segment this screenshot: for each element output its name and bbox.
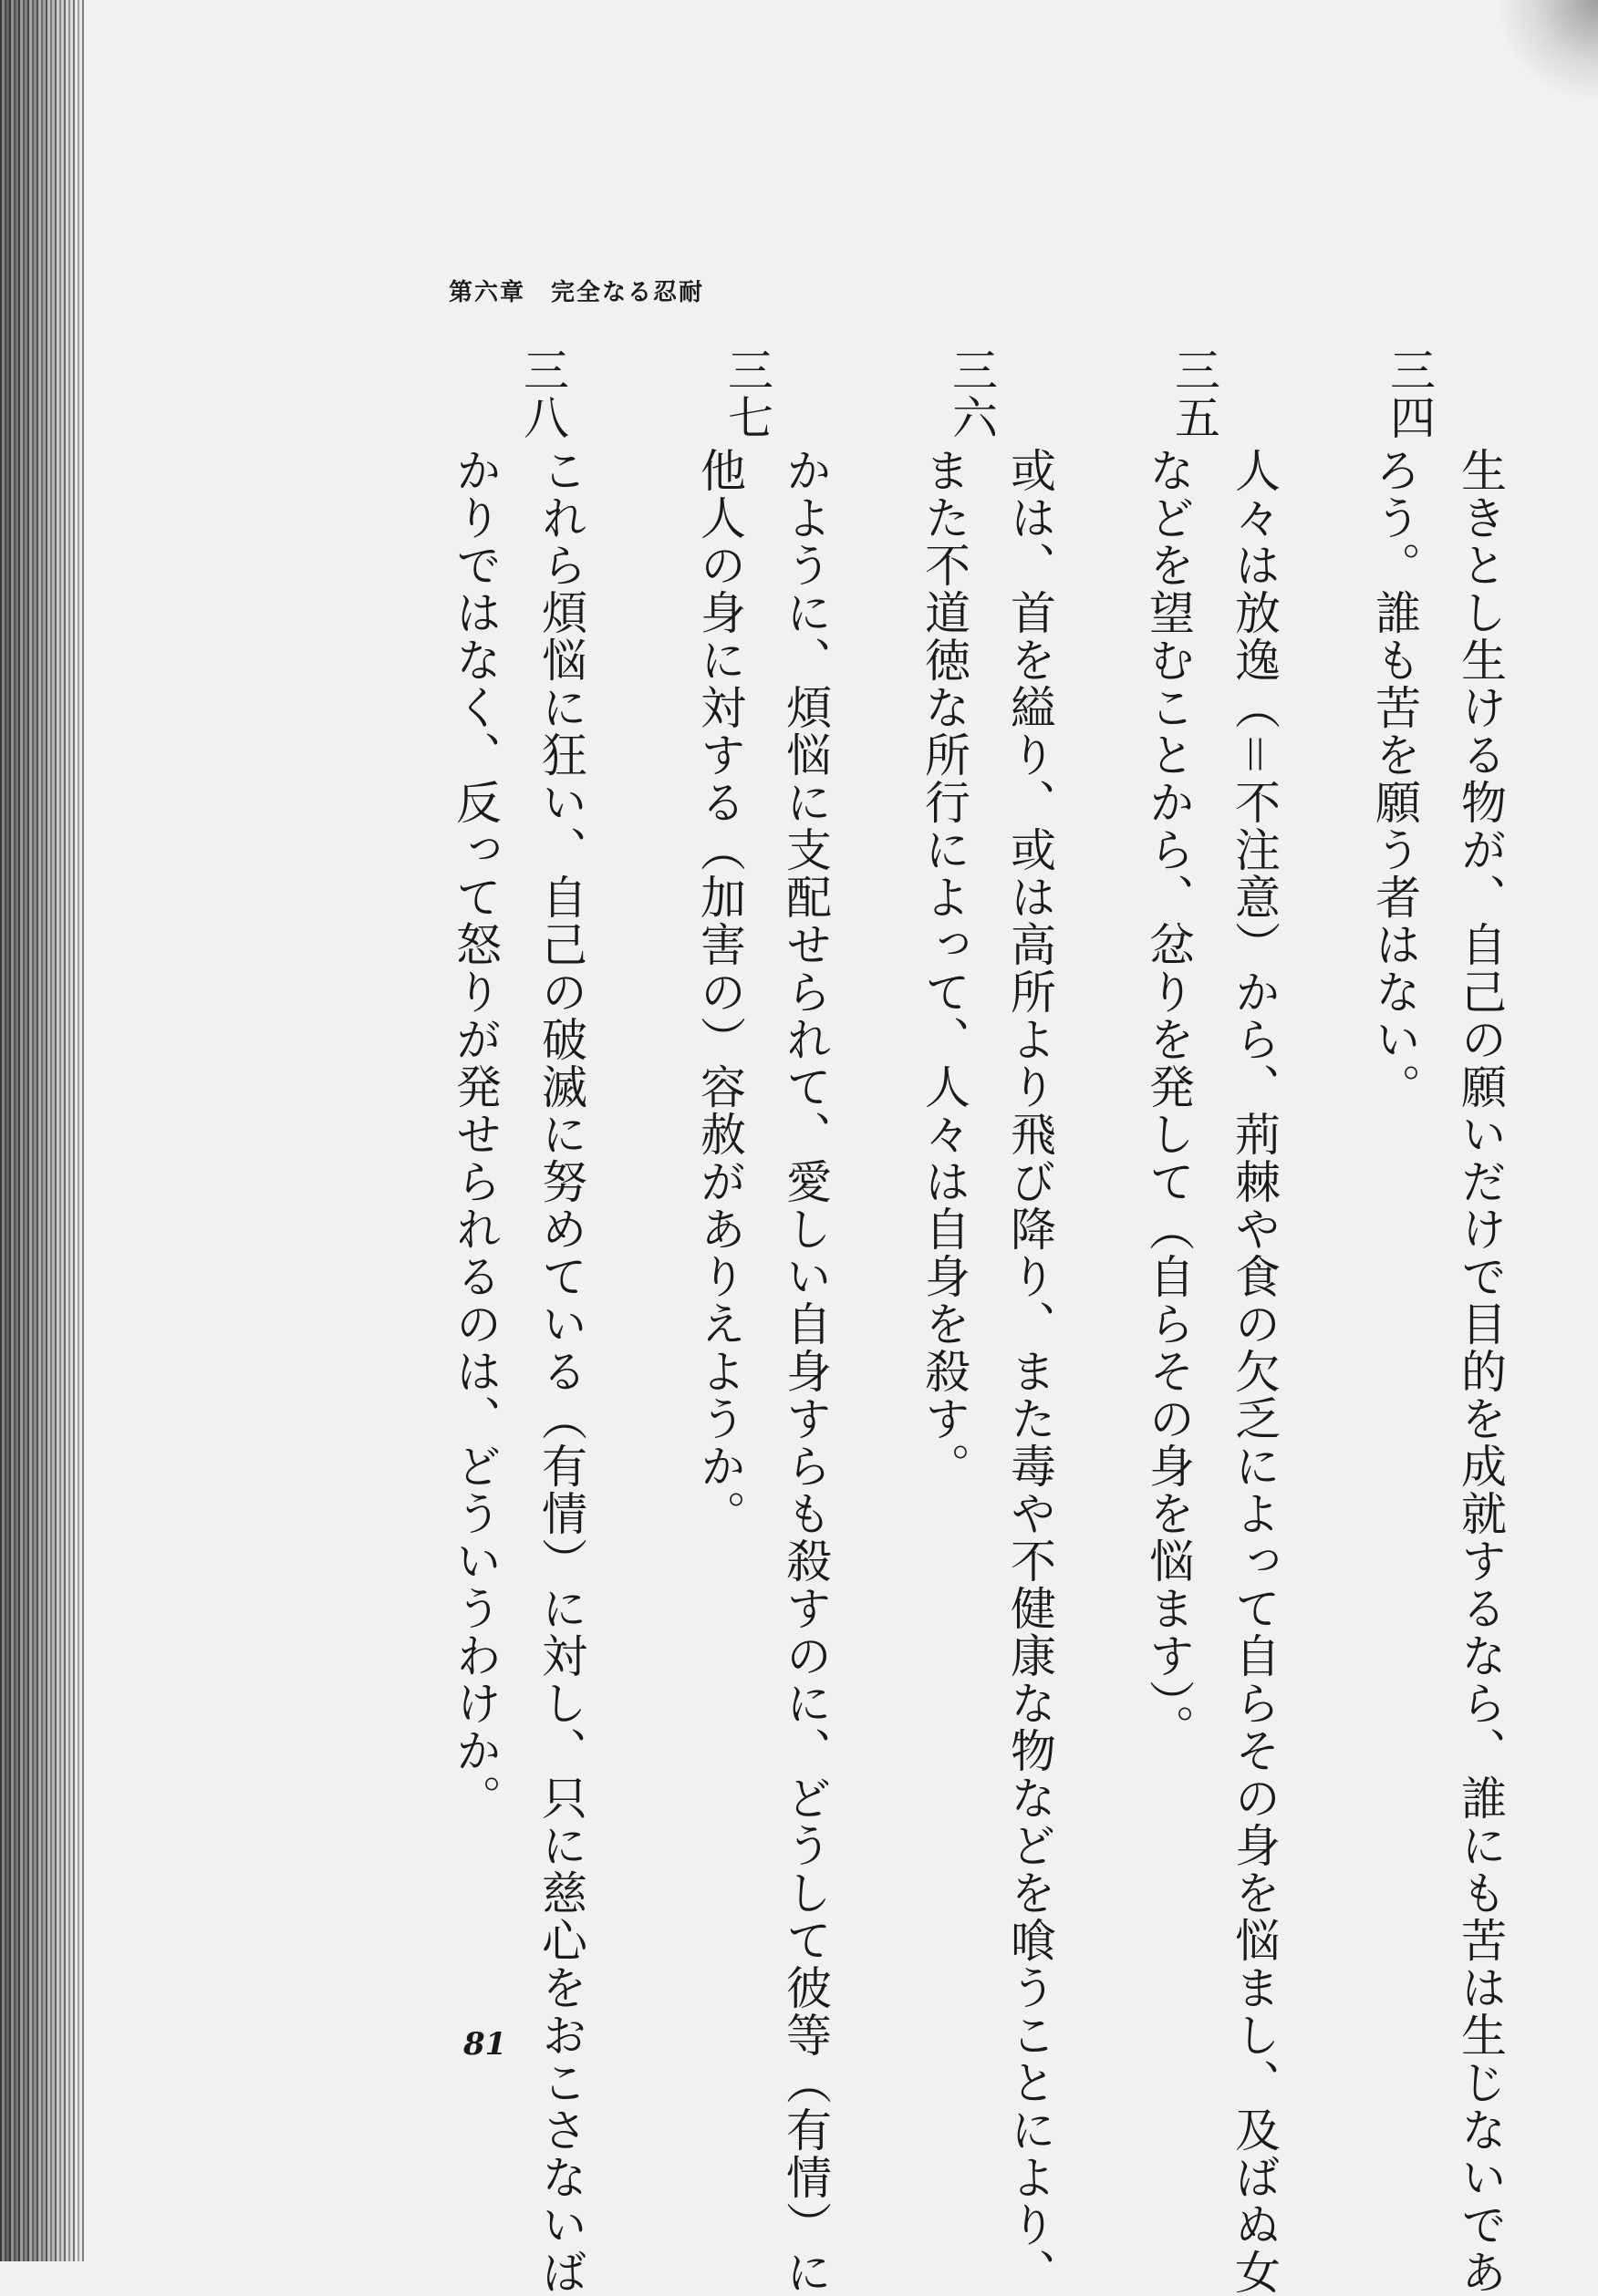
verse-line: 或は、首を縊り、或は高所より飛び降り、また毒や不健康な物などを喰うことにより、 bbox=[1003, 447, 1056, 2296]
verse-line: かように、煩悩に支配せられて、愛しい自身すらも殺すのに、どうして彼等（有情）に bbox=[779, 447, 832, 2296]
verse-line: 生きとし生ける物が、自己の願いだけで目的を成就するなら、誰にも苦は生じないであ bbox=[1454, 447, 1507, 2296]
verse-number: 三四 bbox=[1383, 346, 1436, 441]
verse-line: これら煩悩に狂い、自己の破滅に努めている（有情）に対し、只に慈心をおこさないば bbox=[534, 447, 587, 2296]
verse-36-body bbox=[901, 447, 1073, 2296]
verse-number: 三六 bbox=[945, 346, 998, 441]
page-number: 81 bbox=[463, 2026, 507, 2063]
scan-edge-shadow bbox=[0, 0, 84, 2261]
verse-number: 三五 bbox=[1167, 346, 1220, 441]
scan-corner-shadow bbox=[1498, 0, 1598, 100]
verse-38-body bbox=[432, 447, 604, 2296]
verse-line: などを望むことから、忿りを発して（自らその身を悩ます）。 bbox=[1142, 447, 1195, 1752]
verse-line: 他人の身に対する（加害の）容赦がありえようか。 bbox=[693, 447, 746, 1537]
verse-number: 三八 bbox=[516, 346, 569, 441]
verse-line: また不道徳な所行によって、人々は自身を殺す。 bbox=[918, 447, 970, 1490]
verse-35-body bbox=[1126, 447, 1297, 2296]
verse-line: かりではなく、反って怒りが発せられるのは、どういうわけか。 bbox=[449, 447, 502, 1822]
verse-line: ろう。誰も苦を願う者はない。 bbox=[1368, 447, 1421, 1111]
verse-number: 三七 bbox=[721, 346, 773, 441]
running-head: 第六章 完全なる忍耐 bbox=[449, 279, 705, 306]
verse-line: 人々は放逸（＝不注意）から、荊棘や食の欠乏によって自らその身を悩まし、及ばぬ女 bbox=[1228, 447, 1281, 2296]
verse-37-body bbox=[677, 447, 848, 2296]
verse-34-body bbox=[1352, 447, 1523, 2296]
